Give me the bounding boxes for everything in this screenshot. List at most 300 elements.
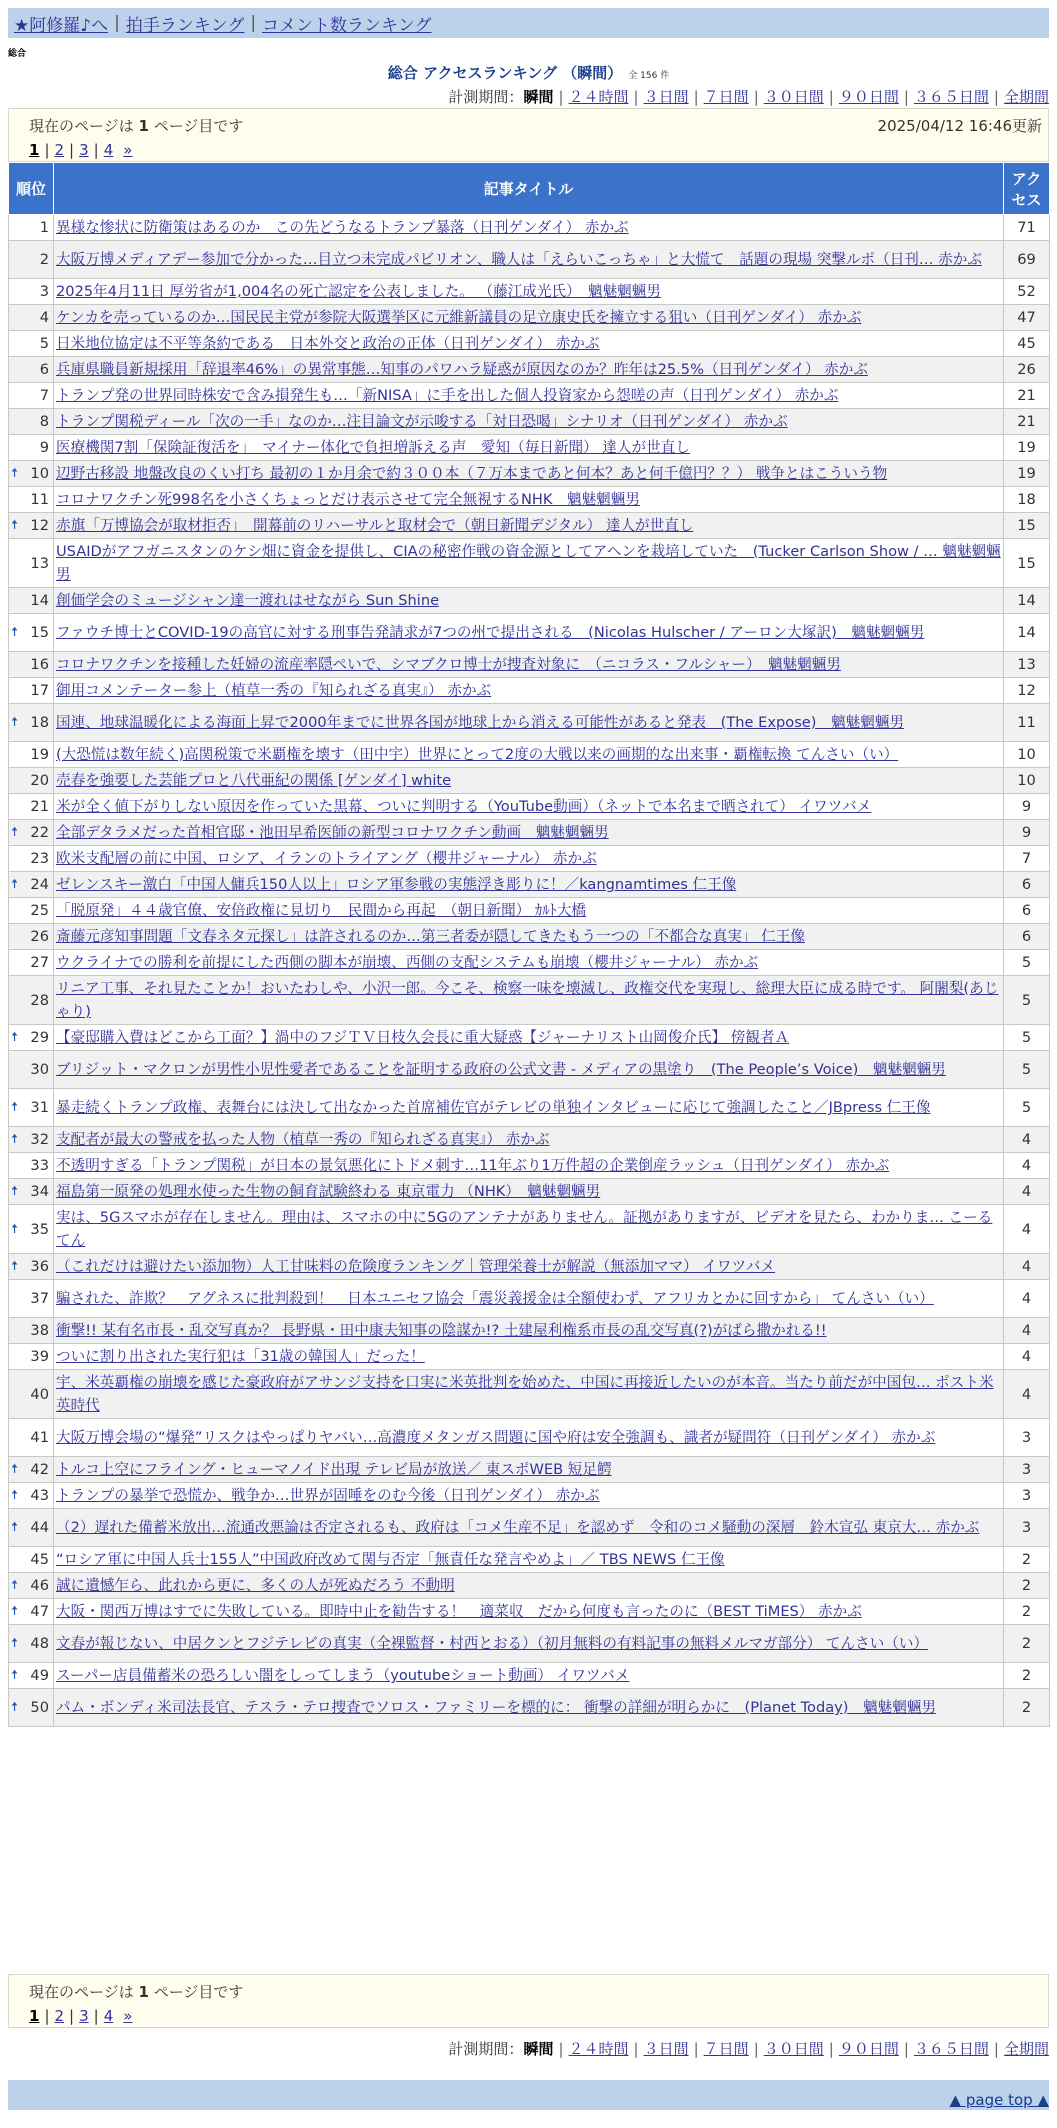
rank-up-arrow-icon: 🠅 [11, 1100, 19, 1115]
article-title-link[interactable]: ケンカを売っているのか…国民民主党が参院大阪選挙区に元維新議員の足立康史氏を擁立する狙い（日刊ゲンダイ） 赤かぶ [56, 309, 862, 326]
access-count-cell: 4 [1004, 1179, 1050, 1205]
title-cell [54, 1625, 1004, 1663]
article-title-link[interactable]: ついに割り出された実行犯は「31歳の韓国人」だった！ [56, 1348, 425, 1365]
rank-cell [9, 1483, 54, 1509]
article-title-link[interactable]: 兵庫県職員新規採用「辞退率46%」の異常事態…知事のパワハラ疑惑が原因なのか？昨年は25.5%（日刊ゲンダイ） 赤かぶ [56, 361, 868, 378]
rank-cell [9, 357, 54, 383]
rank-number: 26 [30, 928, 49, 945]
title-cell [54, 976, 1004, 1025]
access-count-cell: 2 [1004, 1547, 1050, 1573]
rank-cell [9, 846, 54, 872]
rank-number: 12 [30, 517, 49, 534]
article-title-link[interactable]: 「脱原発」４４歳官僚、安倍政権に見切り 民間から再起 （朝日新聞） ｶﾙﾄ大橋 [56, 902, 587, 919]
title-cell [54, 846, 1004, 872]
title-cell [54, 331, 1004, 357]
rank-number: 16 [30, 656, 49, 673]
rank-cell [9, 513, 54, 539]
article-title-link[interactable]: トランプ発の世界同時株安で含み損発生も…「新NISA」に手を出した個人投資家から怨嗟の声（日刊ゲンダイ） 赤かぶ [56, 387, 839, 404]
rank-number: 1 [39, 219, 49, 236]
table-row [9, 241, 1050, 279]
rank-number: 47 [30, 1603, 49, 1620]
article-title-link[interactable]: ファウチ博士とCOVID-19の高官に対する刑事告発請求が7つの州で提出される (Nicolas Hulscher / アーロン大塚訳) 魑魅魍魎男 [56, 624, 925, 641]
title-cell [54, 1153, 1004, 1179]
rank-cell [9, 1547, 54, 1573]
updated-timestamp: 2025/04/12 16:46更新 [877, 117, 1042, 135]
access-count-cell: 10 [1004, 768, 1050, 794]
article-title-link[interactable]: 騙された、詐欺？ アグネスに批判殺到！ 日本ユニセフ協会「震災義援金は全額使わず、アフリカとかに回すから」 てんさい（い） [56, 1290, 934, 1307]
article-title-link[interactable]: 2025年4月11日 厚労省が1,004名の死亡認定を公表しました。 （藤江成光氏） 魑魅魍魎男 [56, 283, 661, 300]
rank-number: 45 [30, 1551, 49, 1568]
table-row [9, 305, 1050, 331]
rank-cell [9, 1625, 54, 1663]
access-count-cell: 5 [1004, 1089, 1050, 1127]
article-title-link[interactable]: 福島第一原発の処理水使った生物の飼育試験終わる 東京電力 （NHK） 魑魅魍魎男 [56, 1183, 601, 1200]
access-count-cell: 69 [1004, 241, 1050, 279]
period-selector [448, 86, 1049, 107]
rank-up-arrow-icon: 🠅 [11, 518, 19, 533]
rank-number: 41 [30, 1429, 49, 1446]
table-row [9, 898, 1050, 924]
title-cell [54, 513, 1004, 539]
rank-number: 21 [30, 798, 49, 815]
title-cell [54, 241, 1004, 279]
rank-number: 15 [30, 624, 49, 641]
rank-cell [9, 1419, 54, 1457]
article-title-link[interactable]: (大恐慌は数年続く)高関税策で米覇権を壊す（田中宇）世界にとって2度の大戦以来の画期的な出来事・覇権転換 てんさい（い） [56, 746, 899, 763]
rank-number: 17 [30, 682, 49, 699]
rank-number: 48 [30, 1635, 49, 1652]
rank-cell [9, 1051, 54, 1089]
table-row [9, 1254, 1050, 1280]
rank-number: 18 [30, 714, 49, 731]
rank-number: 40 [30, 1385, 49, 1403]
rank-cell [9, 1370, 54, 1419]
rank-number: 8 [39, 413, 49, 430]
article-title-link[interactable]: 誠に遺憾乍ら、此れから更に、多くの人が死ぬだろう 不動明 [56, 1577, 455, 1594]
rank-cell [9, 976, 54, 1025]
title-cell [54, 539, 1004, 588]
rank-cell [9, 461, 54, 487]
rank-up-arrow-icon: 🠅 [11, 1184, 19, 1199]
article-title-link[interactable]: ウクライナでの勝利を前提にした西側の脚本が崩壊、西側の支配システムも崩壊（櫻井ジャーナル） 赤かぶ [56, 954, 759, 971]
access-count-cell: 5 [1004, 1051, 1050, 1089]
access-count-cell: 2 [1004, 1663, 1050, 1689]
article-title-link[interactable]: パム・ボンディ米司法長官、テスラ・テロ捜査でソロス・ファミリーを標的に： 衝撃の詳細が明らかに (Planet Today) 魑魅魍魎男 [56, 1699, 937, 1716]
page-link[interactable]: 3 [79, 2007, 89, 2025]
period-option[interactable]: ３６５日間 [913, 2040, 989, 2058]
rank-cell [9, 435, 54, 461]
article-title-link[interactable]: スーパー店員備蓄米の恐ろしい闇をしってしまう（youtubeショート動画） イワツバメ [56, 1667, 630, 1684]
page-status-number: 1 [138, 1983, 149, 2001]
article-title-link[interactable]: コロナワクチン死998名を小さくちょっとだけ表示させて完全無視するNHK 魑魅魍魎男 [56, 491, 640, 508]
rank-cell [9, 215, 54, 241]
table-row [9, 1419, 1050, 1457]
article-title-link[interactable]: 大阪・関西万博はすでに失敗している。即時中止を勧告する！ 適菜収 だから何度も言ったのに（BEST TiMES） 赤かぶ [56, 1603, 862, 1620]
access-count-cell: 14 [1004, 588, 1050, 614]
article-title-link[interactable]: コロナワクチンを接種した妊婦の流産率隠ぺいで、シマブクロ博士が捜査対象に （ニコラス・フルシャー） 魑魅魍魎男 [56, 656, 841, 673]
title-header: 記事タイトル [54, 163, 1004, 215]
period-option[interactable]: ３日間 [643, 88, 689, 106]
title-cell [54, 435, 1004, 461]
article-title-link[interactable]: トランプ関税ディール「次の一手」なのか…注目論文が示唆する「対日恐喝」シナリオ（日刊ゲンダイ） 赤かぶ [56, 413, 788, 430]
page-links [29, 2007, 1028, 2025]
rank-cell [9, 652, 54, 678]
access-count-cell: 15 [1004, 539, 1050, 588]
rank-number: 50 [30, 1699, 49, 1716]
rank-cell [9, 1179, 54, 1205]
rank-cell [9, 588, 54, 614]
table-row [9, 678, 1050, 704]
rank-number: 35 [30, 1220, 49, 1238]
rank-cell [9, 305, 54, 331]
table-row [9, 513, 1050, 539]
bottom-bar [8, 2080, 1049, 2110]
period-option[interactable]: ９０日間 [838, 88, 899, 106]
rank-cell [9, 1280, 54, 1318]
rank-number: 3 [39, 283, 49, 300]
period-separator: | [693, 2040, 699, 2058]
table-row [9, 383, 1050, 409]
period-option[interactable]: ３０日間 [763, 88, 824, 106]
period-option[interactable]: ７日間 [703, 88, 749, 106]
rank-up-arrow-icon: 🠅 [11, 1462, 19, 1477]
rank-cell [9, 1573, 54, 1599]
page-link[interactable]: 4 [103, 2007, 114, 2025]
rank-up-arrow-icon: 🠅 [11, 1030, 19, 1045]
rank-cell [9, 872, 54, 898]
access-count-cell: 18 [1004, 487, 1050, 513]
rank-number: 36 [30, 1258, 49, 1275]
table-row [9, 1370, 1050, 1419]
access-count-cell: 47 [1004, 305, 1050, 331]
page-status-pre: 現在のページは [29, 117, 134, 135]
title-cell [54, 704, 1004, 742]
article-title-link[interactable]: “ロシア軍に中国人兵士155人”中国政府改めて関与否定「無責任な発言やめよ」／ TBS NEWS 仁王像 [56, 1551, 725, 1568]
page-status-number: 1 [138, 117, 149, 135]
access-count-cell: 4 [1004, 1318, 1050, 1344]
table-row [9, 1280, 1050, 1318]
table-row [9, 1153, 1050, 1179]
rank-up-arrow-icon: 🠅 [11, 1578, 19, 1593]
access-count-cell: 45 [1004, 331, 1050, 357]
period-separator: | [993, 2040, 999, 2058]
page-link[interactable]: 2 [54, 2007, 65, 2025]
article-title-link[interactable]: 赤旗「万博協会が取材拒否」 開幕前のリハーサルと取材会で（朝日新聞デジタル） 達人が世直し [56, 517, 694, 534]
rank-up-arrow-icon: 🠅 [11, 1259, 19, 1274]
rank-up-arrow-icon: 🠅 [11, 877, 19, 892]
access-count-cell: 3 [1004, 1509, 1050, 1547]
next-page-link[interactable]: » [123, 2007, 133, 2025]
rank-number: 5 [39, 335, 49, 352]
table-row [9, 1127, 1050, 1153]
period-option[interactable]: 全期間 [1003, 88, 1049, 106]
home-link[interactable]: ★阿修羅♪へ [14, 15, 109, 36]
article-title-link[interactable]: 宇、米英覇権の崩壊を感じた豪政府がアサンジ支持を口実に米英批判を始めた、中国に再接近したいのが本音。当たり前だが中国包… ポスト米英時代 [56, 1374, 994, 1414]
access-count-cell: 71 [1004, 215, 1050, 241]
rank-cell [9, 487, 54, 513]
access-count-cell: 4 [1004, 1254, 1050, 1280]
article-title-link[interactable]: 創価学会のミュージシャン達一渡れはせながら Sun Shine [56, 592, 440, 609]
table-row [9, 1457, 1050, 1483]
period-option[interactable]: ２４時間 [568, 2040, 629, 2058]
article-title-link[interactable]: 日米地位協定は不平等条約である 日本外交と政治の正体（日刊ゲンダイ） 赤かぶ [56, 335, 600, 352]
rank-number: 31 [30, 1099, 49, 1116]
rank-cell [9, 1089, 54, 1127]
rank-number: 23 [30, 850, 49, 867]
rank-cell [9, 1457, 54, 1483]
access-count-cell: 21 [1004, 383, 1050, 409]
article-title-link[interactable]: リニア工事、それ見たことか！おいたわしや、小沢一郎。今こそ、検察一味を壊滅し、政権交代を実現し、総理大臣に成る時です。 阿闍梨(あじゃり) [56, 980, 999, 1020]
period-option[interactable]: ３０日間 [763, 2040, 824, 2058]
article-title-link[interactable]: トルコ上空にフライング・ヒューマノイド出現 テレビ局が放送／ 東スポWEB 短足鰐 [56, 1461, 612, 1478]
title-cell [54, 1573, 1004, 1599]
table-row [9, 279, 1050, 305]
title-cell [54, 898, 1004, 924]
title-cell [54, 1051, 1004, 1089]
rank-cell [9, 704, 54, 742]
table-row [9, 1547, 1050, 1573]
article-title-link[interactable]: 衝撃!! 某有名市長・乱交写真か？ 長野県・田中康夫知事の陰謀か!? 土建屋利権系市長の乱交写真(?)がばら撒かれる!! [56, 1322, 827, 1339]
title-cell [54, 461, 1004, 487]
rank-cell [9, 794, 54, 820]
table-row [9, 924, 1050, 950]
page-separator: | [93, 2007, 99, 2025]
table-row [9, 872, 1050, 898]
page-separator: | [93, 141, 99, 159]
rank-cell [9, 820, 54, 846]
comment-ranking-link[interactable]: コメント数ランキング [262, 15, 432, 36]
article-title-link[interactable]: 異様な惨状に防衛策はあるのか この先どうなるトランプ暴落（日刊ゲンダイ） 赤かぶ [56, 219, 629, 236]
access-count-cell: 4 [1004, 1153, 1050, 1179]
ranking-title: 総合 アクセスランキング （瞬間） [387, 64, 623, 82]
rank-number: 4 [39, 309, 49, 326]
rank-cell [9, 1689, 54, 1727]
rank-cell [9, 1663, 54, 1689]
rank-number: 2 [39, 251, 49, 268]
article-title-link[interactable]: 大阪万博会場の“爆発”リスクはやっぱりヤバい…高濃度メタンガス問題に国や府は安全強調も、識者が疑問符（日刊ゲンダイ） 赤かぶ [56, 1429, 936, 1446]
page-status-post: ページ目です [153, 117, 244, 135]
page-separator: | [69, 2007, 75, 2025]
title-cell [54, 872, 1004, 898]
period-separator: | [633, 88, 639, 106]
rank-number: 28 [30, 991, 49, 1009]
article-title-link[interactable]: ブリジット・マクロンが男性小児性愛者であることを証明する政府の公式文書 - メディアの黒塗り (The People’s Voice) 魑魅魍魎男 [56, 1061, 946, 1078]
rank-up-arrow-icon: 🠅 [11, 1132, 19, 1147]
period-current: 瞬間 [523, 88, 554, 106]
period-option[interactable]: ３６５日間 [913, 88, 989, 106]
article-title-link[interactable]: 欧米支配層の前に中国、ロシア、イランのトライアング（櫻井ジャーナル） 赤かぶ [56, 850, 597, 867]
table-row [9, 652, 1050, 678]
rank-up-arrow-icon: 🠅 [11, 466, 19, 481]
rank-up-arrow-icon: 🠅 [11, 1700, 19, 1715]
access-count-cell: 4 [1004, 1205, 1050, 1254]
title-cell [54, 1025, 1004, 1051]
access-count-cell: 2 [1004, 1689, 1050, 1727]
rank-number: 32 [30, 1131, 49, 1148]
rank-number: 27 [30, 954, 49, 971]
title-cell [54, 794, 1004, 820]
rank-cell [9, 678, 54, 704]
access-count-cell: 7 [1004, 846, 1050, 872]
title-cell [54, 1344, 1004, 1370]
rank-cell [9, 241, 54, 279]
period-separator: | [903, 2040, 909, 2058]
page-link[interactable]: 3 [79, 141, 89, 159]
access-count-cell: 26 [1004, 357, 1050, 383]
page-top-link[interactable]: ▲ page top ▲ [949, 2091, 1049, 2109]
title-cell [54, 614, 1004, 652]
rank-number: 11 [30, 491, 49, 508]
period-separator: | [693, 88, 699, 106]
article-title-link[interactable]: ゼレンスキー激白「中国人傭兵150人以上」ロシア軍参戦の実態浮き彫りに！／kangnamtimes 仁王像 [56, 876, 737, 893]
rank-cell [9, 1127, 54, 1153]
access-count-cell: 6 [1004, 924, 1050, 950]
article-title-link[interactable]: 斎藤元彦知事問題「文春ネタ元探し」は許されるのか…第三者委が隠してきたもう一つの「不都合な真実」 仁王像 [56, 928, 805, 945]
period-option[interactable]: ３日間 [643, 2040, 689, 2058]
rank-number: 29 [30, 1029, 49, 1046]
access-count-cell: 2 [1004, 1599, 1050, 1625]
period-separator: | [753, 2040, 759, 2058]
title-cell [54, 924, 1004, 950]
rank-up-arrow-icon: 🠅 [11, 1221, 19, 1237]
page-status-pre: 現在のページは [29, 1983, 134, 2001]
period-separator: | [558, 88, 564, 106]
article-title-link[interactable]: 売春を強要した芸能プロと八代亜紀の関係 [ゲンダイ] white [56, 772, 452, 789]
article-title-link[interactable]: 国連、地球温暖化による海面上昇で2000年までに世界各国が地球上から消える可能性があると発表 (The Expose) 魑魅魍魎男 [56, 714, 905, 731]
article-title-link[interactable]: 文春が報じない、中居クンとフジテレビの真実（全裸監督・村西とおる）（初月無料の有料記事の無料メルマガ部分） てんさい（い） [56, 1635, 929, 1652]
period-label: 計測期間： [448, 2040, 524, 2058]
period-option[interactable]: 全期間 [1003, 2040, 1049, 2058]
period-option[interactable]: ９０日間 [838, 2040, 899, 2058]
page-title [0, 62, 1057, 83]
pager-top [8, 108, 1049, 162]
title-cell [54, 215, 1004, 241]
title-cell [54, 1179, 1004, 1205]
article-title-link[interactable]: USAIDがアフガニスタンのケシ畑に資金を提供し、CIAの秘密作戦の資金源としてアヘンを栽培していた (Tucker Carlson Show / … 魑魅魍魎男 [56, 543, 1001, 583]
table-row [9, 357, 1050, 383]
rank-up-arrow-icon: 🠅 [11, 715, 19, 730]
article-title-link[interactable]: 支配者が最大の警戒を払った人物（植草一秀の『知られざる真実』） 赤かぶ [56, 1131, 550, 1148]
table-row [9, 1483, 1050, 1509]
access-count-cell: 12 [1004, 678, 1050, 704]
page-current: 1 [29, 2007, 40, 2025]
rank-cell [9, 950, 54, 976]
next-page-link[interactable]: » [123, 141, 133, 159]
period-current: 瞬間 [523, 2040, 554, 2058]
table-row [9, 846, 1050, 872]
rank-number: 43 [30, 1487, 49, 1504]
table-row [9, 1318, 1050, 1344]
access-count-cell: 6 [1004, 872, 1050, 898]
applause-ranking-link[interactable]: 拍手ランキング [125, 15, 245, 36]
access-count-cell: 19 [1004, 435, 1050, 461]
access-count-cell: 10 [1004, 742, 1050, 768]
article-title-link[interactable]: トランプの暴挙で恐慌か、戦争か…世界が固唾をのむ今後（日刊ゲンダイ） 赤かぶ [56, 1487, 600, 1504]
rank-number: 39 [30, 1348, 49, 1365]
access-count-cell: 9 [1004, 794, 1050, 820]
access-count-cell: 5 [1004, 1025, 1050, 1051]
article-title-link[interactable]: 医療機関7割「保険証復活を」 マイナー体化で負担増訴える声 愛知（毎日新聞） 達人が世直し [56, 439, 690, 456]
article-title-link[interactable]: 不透明すぎる「トランプ関税」が日本の景気悪化にトドメ刺す…11年ぶり1万件超の企業倒産ラッシュ（日刊ゲンダイ） 赤かぶ [56, 1157, 890, 1174]
article-title-link[interactable]: （2）遅れた備蓄米放出…流通改悪論は否定されるも、政府は「コメ生産不足」を認めず 令和のコメ騒動の深層 鈴木宣弘 東京大… 赤かぶ [56, 1519, 980, 1536]
title-cell [54, 1547, 1004, 1573]
article-title-link[interactable]: （これだけは避けたい添加物）人工甘味料の危険度ランキング｜管理栄養士が解説（無添加ママ） イワツバメ [56, 1258, 776, 1275]
title-cell [54, 305, 1004, 331]
rank-cell [9, 898, 54, 924]
page-link[interactable]: 2 [54, 141, 65, 159]
table-row [9, 1089, 1050, 1127]
rank-number: 7 [39, 387, 49, 404]
table-row [9, 435, 1050, 461]
rank-cell [9, 1153, 54, 1179]
article-title-link[interactable]: 全部デタラメだった首相官邸・池田早希医師の新型コロナワクチン動画 魑魅魍魎男 [56, 824, 609, 841]
access-count-cell: 2 [1004, 1625, 1050, 1663]
period-option[interactable]: ７日間 [703, 2040, 749, 2058]
section-label: 総合 [8, 49, 27, 59]
article-title-link[interactable]: 辺野古移設 地盤改良のくい打ち 最初の１か月余で約３００本（７万本まであと何本？あと何千億円？？） 戦争とはこういう物 [56, 465, 888, 482]
title-cell [54, 1419, 1004, 1457]
rank-number: 14 [30, 592, 49, 609]
article-title-link[interactable]: 【豪邸購入費はどこから工面？】渦中のフジＴＶ日枝久会長に重大疑惑【ジャーナリスト山岡俊介氏】 傍観者Ａ [56, 1029, 790, 1046]
rank-cell [9, 1318, 54, 1344]
period-separator: | [558, 2040, 564, 2058]
access-count-cell: 13 [1004, 652, 1050, 678]
table-row [9, 1051, 1050, 1089]
table-row [9, 588, 1050, 614]
title-cell [54, 1457, 1004, 1483]
top-nav-bar [8, 8, 1049, 38]
rank-number: 34 [30, 1183, 49, 1200]
rank-number: 22 [30, 824, 49, 841]
period-separator: | [828, 2040, 834, 2058]
title-cell [54, 1205, 1004, 1254]
rank-up-arrow-icon: 🠅 [11, 1668, 19, 1683]
article-title-link[interactable]: 暴走続くトランプ政権、表舞台には決して出なかった首席補佐官がテレビの単独インタビューに応じて強調したこと／JBpress 仁王像 [56, 1099, 931, 1116]
table-row [9, 461, 1050, 487]
article-title-link[interactable]: 米が全く値下がりしない原因を作っていた黒幕、ついに判明する（YouTube動画）（ネットで本名まで晒されて） イワツバメ [56, 798, 872, 815]
article-title-link[interactable]: 御用コメンテーター参上（植草一秀の『知られざる真実』） 赤かぶ [56, 682, 492, 699]
article-title-link[interactable]: 実は、5Gスマホが存在しません。理由は、スマホの中に5Gのアンテナがありません。証拠がありますが、ビデオを見たら、わかりま… こーるてん [56, 1209, 993, 1249]
title-cell [54, 1127, 1004, 1153]
access-count-cell: 21 [1004, 409, 1050, 435]
access-count-cell: 4 [1004, 1127, 1050, 1153]
pager-bottom [8, 1974, 1049, 2028]
table-row [9, 215, 1050, 241]
access-count-cell: 2 [1004, 1573, 1050, 1599]
period-option[interactable]: ２４時間 [568, 88, 629, 106]
rank-up-arrow-icon: 🠅 [11, 625, 19, 640]
table-row [9, 331, 1050, 357]
table-row [9, 409, 1050, 435]
table-row [9, 1689, 1050, 1727]
page-link[interactable]: 4 [103, 141, 114, 159]
table-row [9, 820, 1050, 846]
table-row [9, 539, 1050, 588]
access-count-cell: 9 [1004, 820, 1050, 846]
rank-cell [9, 768, 54, 794]
title-cell [54, 357, 1004, 383]
rank-up-arrow-icon: 🠅 [11, 1636, 19, 1651]
rank-cell [9, 383, 54, 409]
title-cell [54, 652, 1004, 678]
access-count-cell: 15 [1004, 513, 1050, 539]
rank-number: 20 [30, 772, 49, 789]
access-count-cell: 3 [1004, 1419, 1050, 1457]
article-title-link[interactable]: 大阪万博メディアデー参加で分かった…目立つ未完成パビリオン、職人は「えらいこっちゃ」と大慌て 話題の現場 突撃ルポ（日刊… 赤かぶ [56, 251, 982, 268]
nav-separator: | [114, 13, 120, 33]
title-cell [54, 279, 1004, 305]
title-cell [54, 588, 1004, 614]
